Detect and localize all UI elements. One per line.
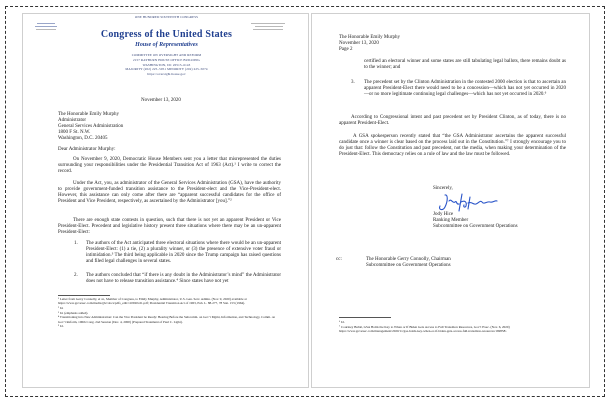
footnote: ² Id.	[58, 305, 64, 310]
running-header-recipient: The Honorable Emily Murphy	[339, 35, 400, 40]
footnote-separator	[58, 295, 110, 296]
list-item-continuation: certified an electoral winner and some states are still tabulating legal ballots, there remains doubt as to the winner; and	[364, 59, 566, 70]
footnote: ³ Id. (emphasis added).	[58, 310, 89, 315]
recipient-line: Washington, D.C. 20405	[58, 136, 108, 141]
list-number: 1.	[74, 241, 78, 246]
letterhead-member-list-right	[251, 23, 285, 24]
running-header-page: Page 2	[339, 47, 353, 52]
signature	[436, 192, 498, 214]
letter-page-2	[311, 13, 590, 388]
footnotes	[339, 320, 566, 334]
body-paragraph: On November 9, 2020, Democratic House Members sent you a letter that misrepresented the duties surrounding your responsibilities under the Presidential Transition Act of 1963 (Act).¹ I write to correct the record.	[58, 157, 281, 174]
list-number: 2.	[74, 273, 78, 278]
congress-number: ONE HUNDRED SIXTEENTH CONGRESS	[134, 15, 199, 19]
footnote: ¹ Letter from Gerry Connolly, et al., Member of Congress, to Emily Murphy, Administrator, U.S. Gen. Serv. Admin. (Nov. 9, 2020) available at https://www.govexec.com/media/gbc/docs/pdfs_edit/110920cd1.pdf; Presidential Transition Act of 1963, Pub. L. 88-277, 78 Stat. 153 (1964).	[58, 297, 247, 306]
recipient-line: 1800 F St. N.W.	[58, 130, 91, 135]
list-item: The precedent set by the Clinton Administration in the contested 2000 election is that to ascertain an apparent President-Elect there would need to be a concession—which has not yet occurred in 2020—or no more legitimate continuing legal challenges—which has not yet occurred in 2020.⁶	[364, 80, 566, 97]
list-number: 3.	[351, 80, 355, 85]
salutation: Dear Administrator Murphy:	[58, 147, 116, 152]
cc-label: cc:	[336, 257, 342, 262]
footnotes	[58, 297, 281, 329]
body-paragraph: A GSA spokesperson recently stated that “the GSA Administrator ascertains the apparent successful candidate once a winner is clear based on the process laid out in the Constitution.”⁷ I strongly encourage you to do just that: follow the Constitution and past precedent, not the media, when making your determination of the President-Elect. This democracy relies on a rule of law and the law must be followed.	[339, 134, 566, 157]
footnote: ⁷ Courtney Bublé, GSA Holds the Key to When or If Biden Gets Access to Full Transition Resources, Gov’t Exec. (Nov. 6, 2020) https://www.govexec.com/management/2020/11/gsa-holds-key-when-or-if-biden-gets-access-full-transition-resources/169858/.	[339, 324, 510, 333]
signer-name: Jody Hice	[433, 212, 454, 217]
closing: Sincerely,	[433, 186, 453, 191]
list-item: The authors concluded that “if there is any doubt in the Administrator’s mind” the Administrator does not have to release transition assistance.⁴ Since states have not yet	[86, 273, 281, 284]
letterhead-member-list-left	[37, 23, 55, 24]
letterhead-title: Congress of the United States	[100, 29, 233, 40]
footnote: ⁵ Id.	[58, 324, 64, 329]
running-header-date: November 13, 2020	[339, 41, 379, 46]
letterhead-subtitle: House of Representatives	[135, 42, 198, 48]
letter-date: November 13, 2020	[141, 98, 181, 103]
footnote: ⁶ Id.	[339, 320, 345, 324]
footnote: ⁴ Transitioning into New Administration: Can the Vice President be Ready: Hearing Before the Subcomm. on Gov’t Mgmt, Information, and Technology, Comm. on Gov’t Reform, 106th Cong. 2nd Session (Dec. 4, 2000) (Prepared Statement of Paul C. Light).	[58, 315, 276, 324]
letter-page-1	[22, 13, 309, 388]
recipient-line: Administrator	[58, 118, 87, 123]
letterhead-member-list-right	[255, 26, 283, 27]
body-paragraph: There are enough state contests in question, such that there is not yet an apparent President or Vice President-Elect. Precedent and legislative history present three situations where there may be an un-apparent President-Elect:	[58, 218, 281, 235]
signer-subcommittee: Subcommittee on Government Operations	[433, 224, 518, 229]
committee-name: COMMITTEE ON OVERSIGHT AND REFORM	[131, 53, 202, 57]
footnote-separator	[339, 317, 391, 318]
cc-line: The Honorable Gerry Connolly, Chairman	[366, 257, 451, 262]
recipient-line: General Services Administration	[58, 124, 124, 129]
body-paragraph: Under the Act, you, as administrator of the General Services Administration (GSA), have the authority to provide government-funded transition assistance to the President-elect and the Vice-President-elect. However, this assistance can only come after there are “apparent successful candidates for the office of President and Vice President, respectively, as ascertained by the Administrator [you].”²	[58, 181, 281, 204]
cc-line: Subcommittee on Government Operations	[366, 263, 451, 268]
list-item: The authors of the Act anticipated three electoral situations where there would be an un-apparent President-Elect: (1) a tie, (2) a plurality winner, or (3) the presence of extensive voter fraud or intimidation.³ The third being applicable in 2020 since the Trump campaign has raised questions and filed legal challenges in several states.	[86, 241, 281, 264]
committee-city: WASHINGTON, DC 20515–6143	[142, 62, 191, 67]
body-paragraph: According to Congressional intent and past precedent set by President Clinton, as of today, there is no apparent President-Elect.	[339, 115, 566, 126]
recipient-line: The Honorable Emily Murphy	[58, 112, 119, 117]
signer-title: Ranking Member	[433, 218, 469, 223]
committee-website: https://oversight.house.gov	[147, 71, 186, 76]
letterhead-member-list-left	[35, 26, 57, 27]
committee-phones: MAJORITY (202) 225–5051 MINORITY (202) 225–5074	[125, 67, 208, 71]
committee-address: 2157 RAYBURN HOUSE OFFICE BUILDING	[133, 58, 200, 62]
